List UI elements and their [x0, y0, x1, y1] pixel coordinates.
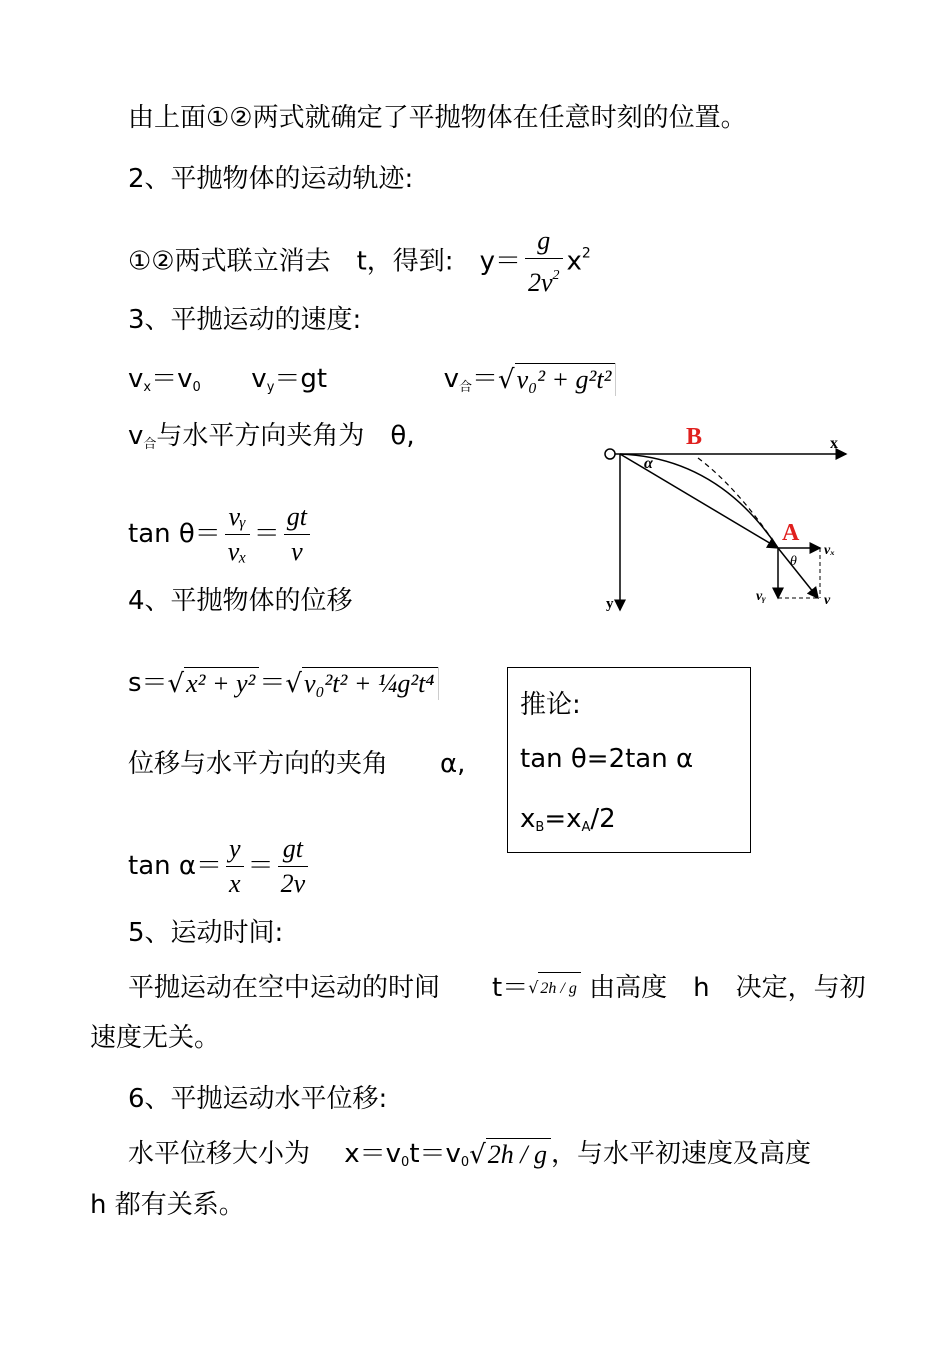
origin-point — [605, 449, 615, 459]
resultant-velocity-radical: √v₀² + g²t² — [498, 363, 616, 396]
trajectory-denominator: $2v^2$ — [527, 268, 560, 297]
point-A-label: A — [782, 520, 800, 546]
alpha-label: α — [644, 455, 653, 472]
paragraph-position: 由上面①②两式就确定了平抛物体在任意时刻的位置。 — [128, 103, 747, 133]
horizontal-radical: √2h / g — [469, 1138, 551, 1171]
trajectory-text: ①②两式联立消去 t，得到: y＝ — [128, 246, 521, 277]
trajectory-x: x — [566, 246, 582, 277]
heading-displacement: 4、平抛物体的位移 — [128, 586, 353, 616]
trajectory-fraction — [525, 224, 563, 300]
horizontal-displacement-paragraph: 水平位移大小为 $x=v_0t=v_0√2h / g$ ，与水平初速度及高度 — [128, 1139, 812, 1170]
velocity-components: $v_x=v_0$ $v_y=gt$ $v_合=√v_0^2 + g^2t^2$ — [128, 363, 616, 404]
projectile-diagram — [598, 418, 858, 622]
y-axis-label: y — [606, 596, 614, 612]
tan-theta-formula: tan θ＝ $\frac{\text{vᵧ}}{\text{vₓ}}$ ＝ $\frac{gt}{v}$ — [128, 500, 314, 569]
trajectory-numerator: g — [525, 224, 563, 259]
inference-line-2: $x_B=x_A/2$ — [520, 804, 616, 835]
time-radical: √ 2h / g — [528, 972, 581, 1005]
time-paragraph: 平抛运动在空中运动的时间 t＝√ 2h / g 由高度 h 决定，与初 — [128, 973, 866, 1003]
vx-label: vₓ — [824, 543, 835, 558]
theta-label: θ — [790, 554, 797, 569]
point-B-label: B — [686, 424, 703, 450]
heading-horizontal-displacement: 6、平抛运动水平位移: — [128, 1084, 388, 1114]
displacement-radical-2: √v₀²t² + ¼g²t⁴ — [285, 667, 439, 700]
trajectory-equation: ①②两式联立消去 t，得到: y＝ $\frac{g}{2v^2}$ $x^2$ — [128, 224, 591, 300]
displacement-radical-1: √x² + y² — [168, 667, 260, 700]
displacement-angle-text: 位移与水平方向的夹角 α, — [128, 749, 466, 779]
x-axis-label: x — [830, 435, 838, 452]
inference-heading: 推论: — [520, 690, 581, 720]
inference-box — [507, 667, 751, 853]
tan-alpha-formula: tan α＝ $\frac{y}{x}$ ＝ $\frac{gt}{2v}$ — [128, 832, 312, 901]
horizontal-displacement-cont: h 都有关系。 — [90, 1190, 245, 1220]
time-paragraph-cont: 速度无关。 — [90, 1023, 221, 1053]
inference-line-1: tan θ=2tan α — [520, 744, 694, 774]
velocity-angle-text: $v_合$与水平方向夹角为 θ, — [128, 421, 415, 452]
heading-velocity: 3、平抛运动的速度: — [128, 305, 362, 335]
diagram-background — [598, 418, 858, 622]
displacement-formula: s＝√x² + y² ＝√v₀²t² + ¼g²t⁴ — [128, 667, 439, 700]
v-label: v — [824, 593, 831, 608]
vy-label: vᵧ — [756, 589, 766, 604]
heading-trajectory: 2、平抛物体的运动轨迹: — [128, 164, 414, 194]
heading-time: 5、运动时间: — [128, 918, 284, 948]
